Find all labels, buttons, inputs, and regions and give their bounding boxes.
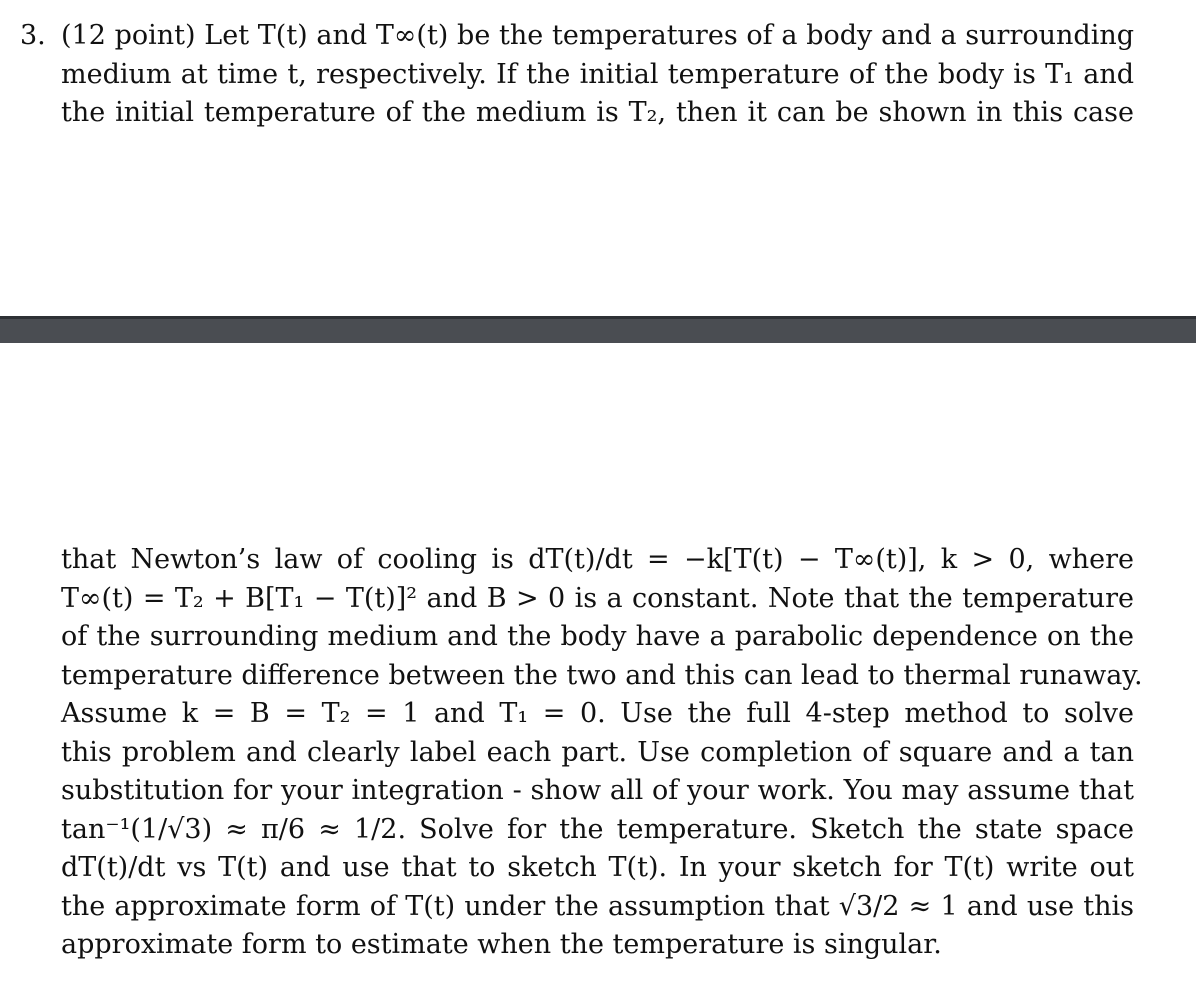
text-line: the initial temperature of the medium is T₂, then it can be shown in this case [61, 97, 1134, 128]
problem-number: 3. [20, 20, 46, 51]
text-line: of the surrounding medium and the body have a parabolic dependence on the [61, 621, 1134, 652]
problem-text-bottom [61, 541, 1143, 965]
text-line: temperature difference between the two and this can lead to thermal runaway. [61, 659, 1143, 691]
text-line: this problem and clearly label each part. Use completion of square and a tan [61, 736, 1134, 768]
text-line: dT(t)/dt vs T(t) and use that to sketch T(t). In your sketch for T(t) write out [61, 852, 1134, 883]
text-line: approximate form to estimate when the temperature is singular. [61, 929, 942, 960]
text-line: (12 point) Let T(t) and T∞(t) be the temperatures of a body and a surrounding [61, 20, 1134, 51]
page-divider-bar [0, 316, 1196, 343]
text-line: tan⁻¹(1/√3) ≈ π/6 ≈ 1/2. Solve for the temperature. Sketch the state space [61, 813, 1134, 845]
text-line: the approximate form of T(t) under the assumption that √3/2 ≈ 1 and use this [61, 890, 1134, 922]
text-line: that Newton’s law of cooling is dT(t)/dt = −k[T(t) − T∞(t)], k > 0, where [61, 544, 1134, 575]
text-line: substitution for your integration - show all of your work. You may assume that [61, 775, 1134, 806]
problem-text-top [61, 17, 1134, 133]
text-line: T∞(t) = T₂ + B[T₁ − T(t)]² and B > 0 is a constant. Note that the temperature [61, 582, 1134, 614]
text-line: Assume k = B = T₂ = 1 and T₁ = 0. Use the full 4-step method to solve [61, 698, 1134, 729]
text-line: medium at time t, respectively. If the initial temperature of the body is T₁ and [61, 58, 1134, 90]
